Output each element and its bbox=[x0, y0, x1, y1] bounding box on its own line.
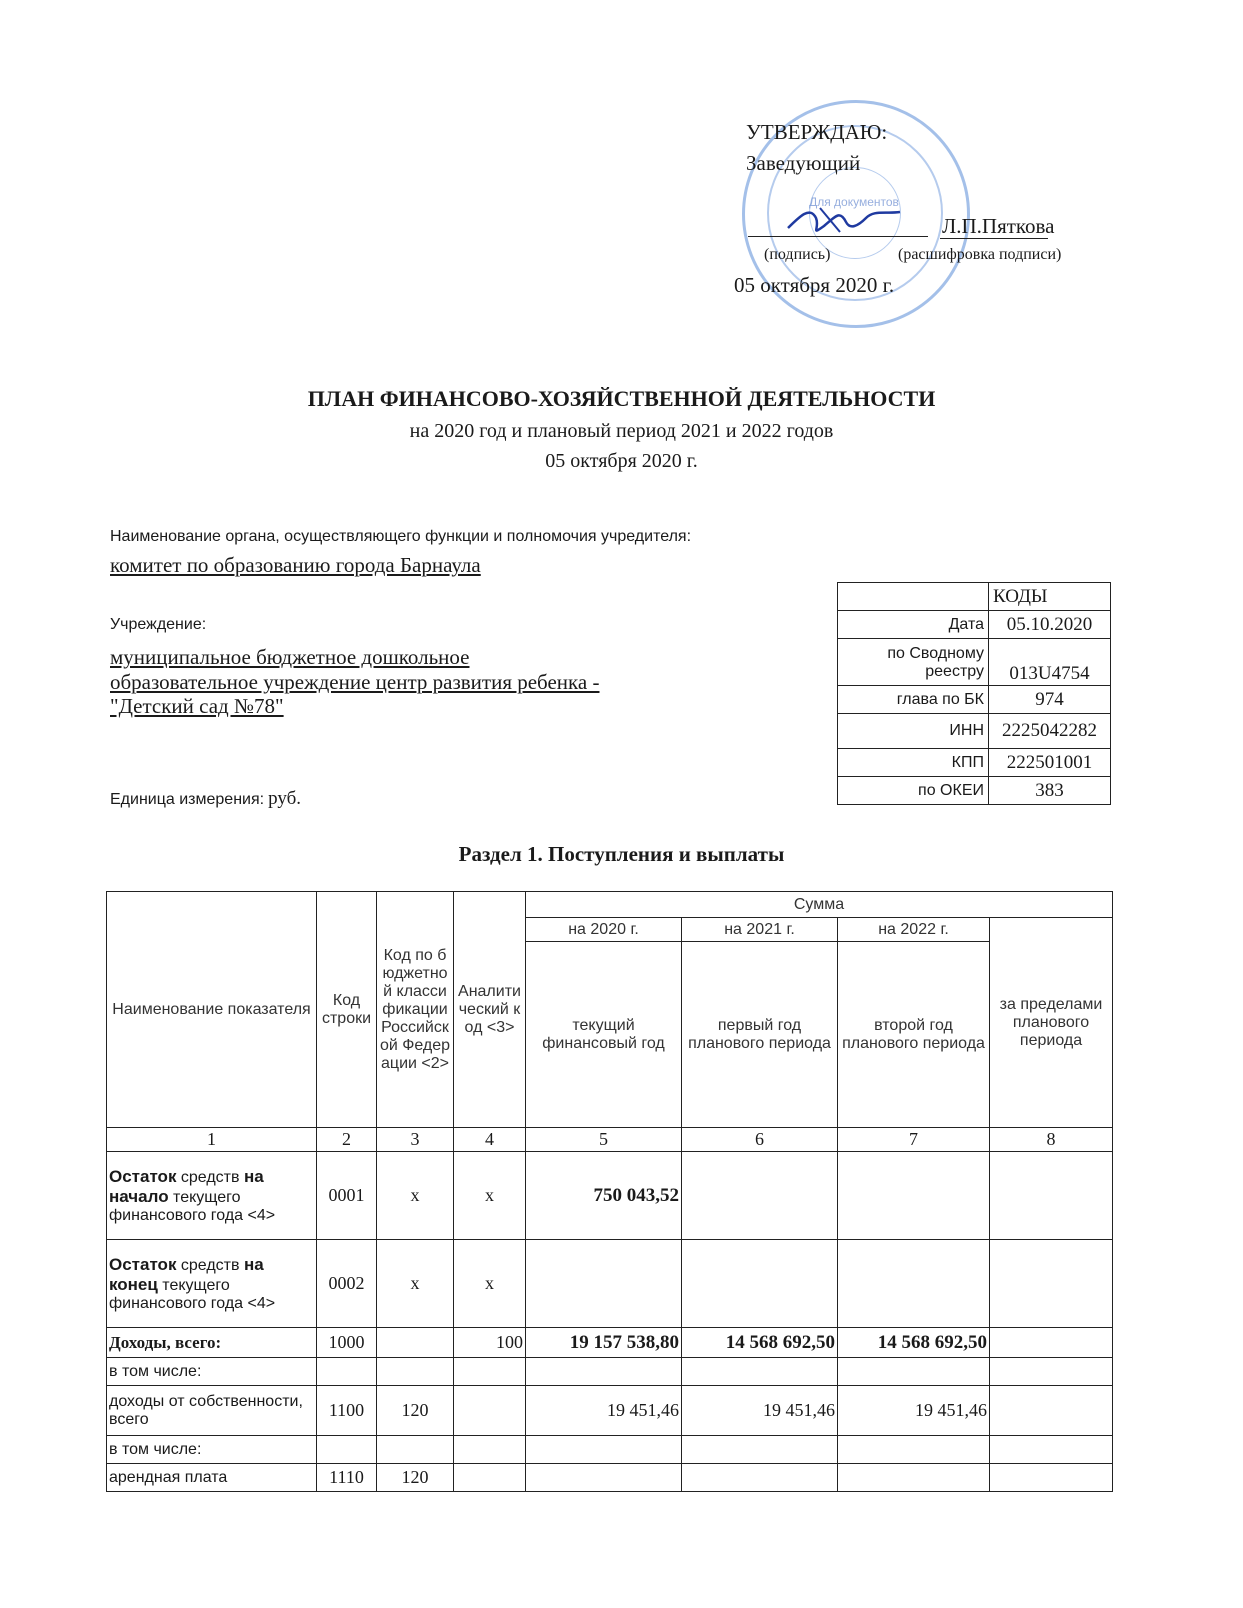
column-number: 8 bbox=[990, 1128, 1113, 1152]
row-value-2022: 19 451,46 bbox=[838, 1386, 990, 1436]
header-first: первый год планового периода bbox=[682, 942, 838, 1128]
code-label: КПП bbox=[838, 749, 989, 777]
row-value-beyond bbox=[990, 1328, 1113, 1358]
row-analytic-code bbox=[454, 1386, 526, 1436]
column-number: 2 bbox=[317, 1128, 377, 1152]
codes-row bbox=[838, 777, 1111, 805]
row-analytic-code bbox=[454, 1436, 526, 1464]
row-budget-code: x bbox=[377, 1240, 454, 1328]
header-current: текущий финансовый год bbox=[526, 942, 682, 1128]
column-number: 7 bbox=[838, 1128, 990, 1152]
row-value-2022 bbox=[838, 1240, 990, 1328]
row-name: в том числе: bbox=[107, 1436, 317, 1464]
row-name: арендная плата bbox=[107, 1464, 317, 1492]
table-row bbox=[107, 1464, 1113, 1492]
row-analytic-code: 100 bbox=[454, 1328, 526, 1358]
row-budget-code: 120 bbox=[377, 1386, 454, 1436]
founder-value: комитет по образованию города Барнаула bbox=[110, 553, 481, 577]
unit-label: Единица измерения: bbox=[110, 791, 265, 808]
column-number: 4 bbox=[454, 1128, 526, 1152]
row-code bbox=[317, 1358, 377, 1386]
code-label: глава по БК bbox=[838, 686, 989, 714]
codes-row bbox=[838, 611, 1111, 639]
position-label: Заведующий bbox=[746, 151, 861, 175]
row-analytic-code: x bbox=[454, 1152, 526, 1240]
row-name: Доходы, всего: bbox=[107, 1328, 317, 1358]
codes-header-row bbox=[838, 583, 1111, 611]
signature-caption: (подпись) bbox=[764, 246, 831, 263]
document-period: на 2020 год и плановый период 2021 и 2022 годов bbox=[409, 420, 834, 442]
founder-label: Наименование органа, осуществляющего функции и полномочия учредителя: bbox=[110, 528, 692, 545]
row-budget-code bbox=[377, 1328, 454, 1358]
header-line-code: Код строки bbox=[317, 892, 377, 1128]
row-value-2020 bbox=[526, 1240, 682, 1328]
row-value-beyond bbox=[990, 1152, 1113, 1240]
row-value-2020 bbox=[526, 1464, 682, 1492]
handwritten-signature bbox=[780, 196, 910, 244]
seal-label: Для документов bbox=[809, 195, 899, 209]
column-number: 6 bbox=[682, 1128, 838, 1152]
row-value-beyond bbox=[990, 1436, 1113, 1464]
codes-table bbox=[837, 582, 1111, 805]
row-value-2020: 19 451,46 bbox=[526, 1386, 682, 1436]
approve-label: УТВЕРЖДАЮ: bbox=[746, 120, 888, 144]
table-row bbox=[107, 1386, 1113, 1436]
code-value: 383 bbox=[989, 777, 1111, 805]
institution-line: "Детский сад №78" bbox=[110, 694, 284, 718]
row-value-2022 bbox=[838, 1152, 990, 1240]
row-value-2020: 750 043,52 bbox=[526, 1152, 682, 1240]
code-label: по Сводному реестру bbox=[838, 639, 989, 686]
row-value-2021 bbox=[682, 1240, 838, 1328]
header-budget-code: Код по бюджетной классификации Российской Федерации <2> bbox=[377, 892, 454, 1128]
signer-name: Л.П.Пяткова bbox=[942, 214, 1055, 238]
row-code bbox=[317, 1436, 377, 1464]
codes-row bbox=[838, 639, 1111, 686]
table-row bbox=[107, 1358, 1113, 1386]
row-code: 1000 bbox=[317, 1328, 377, 1358]
header-sum: Сумма bbox=[526, 892, 1113, 918]
column-number: 5 bbox=[526, 1128, 682, 1152]
row-code: 1110 bbox=[317, 1464, 377, 1492]
header-row bbox=[107, 892, 1113, 918]
approval-date: 05 октября 2020 г. bbox=[734, 273, 895, 297]
header-analytic-code: Аналитический код <3> bbox=[454, 892, 526, 1128]
header-2022: на 2022 г. bbox=[838, 918, 990, 942]
row-code: 1100 bbox=[317, 1386, 377, 1436]
row-value-2021: 19 451,46 bbox=[682, 1386, 838, 1436]
row-budget-code: 120 bbox=[377, 1464, 454, 1492]
code-value: 222501001 bbox=[989, 749, 1111, 777]
row-value-2022 bbox=[838, 1436, 990, 1464]
name-line bbox=[940, 238, 1048, 239]
document-date: 05 октября 2020 г. bbox=[545, 450, 698, 472]
institution-line: муниципальное бюджетное дошкольное bbox=[110, 645, 470, 669]
header-2020: на 2020 г. bbox=[526, 918, 682, 942]
row-value-2022 bbox=[838, 1464, 990, 1492]
unit bbox=[110, 788, 301, 810]
column-number: 3 bbox=[377, 1128, 454, 1152]
row-name: Остаток средств на начало текущего финансового года <4> bbox=[107, 1152, 317, 1240]
row-name: доходы от собственности, всего bbox=[107, 1386, 317, 1436]
column-number: 1 bbox=[107, 1128, 317, 1152]
row-value-2021: 14 568 692,50 bbox=[682, 1328, 838, 1358]
header-second: второй год планового периода bbox=[838, 942, 990, 1128]
code-value: 013U4754 bbox=[989, 639, 1111, 686]
table-row bbox=[107, 1328, 1113, 1358]
row-budget-code bbox=[377, 1358, 454, 1386]
row-value-2021 bbox=[682, 1152, 838, 1240]
row-value-2020 bbox=[526, 1436, 682, 1464]
row-value-beyond bbox=[990, 1240, 1113, 1328]
codes-row bbox=[838, 749, 1111, 777]
row-analytic-code bbox=[454, 1464, 526, 1492]
institution-label: Учреждение: bbox=[110, 616, 207, 633]
header-beyond: за пределами планового периода bbox=[990, 918, 1113, 1128]
codes-row bbox=[838, 714, 1111, 749]
row-analytic-code: x bbox=[454, 1240, 526, 1328]
row-name: Остаток средств на конец текущего финансового года <4> bbox=[107, 1240, 317, 1328]
code-value: 2225042282 bbox=[989, 714, 1111, 749]
institution-line: образовательное учреждение центр развития ребенка - bbox=[110, 670, 600, 694]
row-value-2022 bbox=[838, 1358, 990, 1386]
row-value-2021 bbox=[682, 1464, 838, 1492]
table-row bbox=[107, 1240, 1113, 1328]
row-value-2020 bbox=[526, 1358, 682, 1386]
row-value-2022: 14 568 692,50 bbox=[838, 1328, 990, 1358]
unit-value: руб. bbox=[268, 788, 301, 809]
row-code: 0001 bbox=[317, 1152, 377, 1240]
row-budget-code: x bbox=[377, 1152, 454, 1240]
codes-row bbox=[838, 686, 1111, 714]
column-number-row bbox=[107, 1128, 1113, 1152]
row-value-beyond bbox=[990, 1464, 1113, 1492]
receipts-payments-table bbox=[106, 891, 1113, 1492]
codes-header: КОДЫ bbox=[989, 583, 1111, 611]
row-value-2021 bbox=[682, 1436, 838, 1464]
row-value-2021 bbox=[682, 1358, 838, 1386]
code-value: 05.10.2020 bbox=[989, 611, 1111, 639]
table-row bbox=[107, 1436, 1113, 1464]
row-value-beyond bbox=[990, 1358, 1113, 1386]
code-label: ИНН bbox=[838, 714, 989, 749]
table-row bbox=[107, 1152, 1113, 1240]
row-value-2020: 19 157 538,80 bbox=[526, 1328, 682, 1358]
section-title: Раздел 1. Поступления и выплаты bbox=[458, 842, 785, 866]
row-value-beyond bbox=[990, 1386, 1113, 1436]
code-label: по ОКЕИ bbox=[838, 777, 989, 805]
header-name: Наименование показателя bbox=[107, 892, 317, 1128]
row-name: в том числе: bbox=[107, 1358, 317, 1386]
code-label: Дата bbox=[838, 611, 989, 639]
row-code: 0002 bbox=[317, 1240, 377, 1328]
name-caption: (расшифровка подписи) bbox=[898, 246, 1062, 263]
header-2021: на 2021 г. bbox=[682, 918, 838, 942]
code-value: 974 bbox=[989, 686, 1111, 714]
row-budget-code bbox=[377, 1436, 454, 1464]
row-analytic-code bbox=[454, 1358, 526, 1386]
document-title: ПЛАН ФИНАНСОВО-ХОЗЯЙСТВЕННОЙ ДЕЯТЕЛЬНОСТИ bbox=[307, 386, 936, 411]
